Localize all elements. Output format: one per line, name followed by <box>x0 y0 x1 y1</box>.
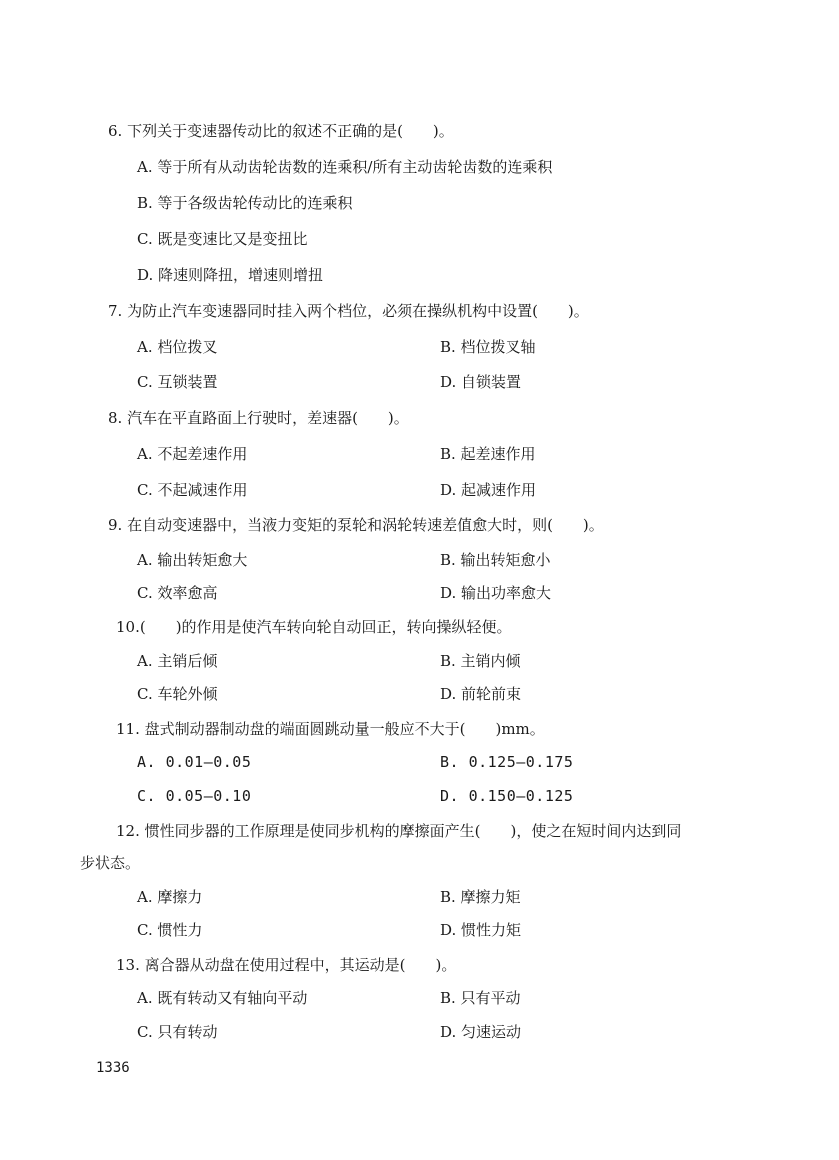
question-6-option-b: B. 等于各级齿轮传动比的连乘积 <box>137 194 353 212</box>
question-9-option-d: D. 输出功率愈大 <box>440 584 552 602</box>
question-13-option-d: D. 匀速运动 <box>440 1023 522 1041</box>
question-12-stem-continued: 步状态。 <box>80 854 141 872</box>
question-13-option-a: A. 既有转动又有轴向平动 <box>137 989 308 1007</box>
question-7-option-c: C. 互锁装置 <box>137 373 218 391</box>
question-9-option-a: A. 输出转矩愈大 <box>137 551 248 569</box>
question-10-option-c: C. 车轮外倾 <box>137 685 218 703</box>
question-10-option-b: B. 主销内倾 <box>440 652 521 670</box>
question-9-option-c: C. 效率愈高 <box>137 584 218 602</box>
question-10-option-a: A. 主销后倾 <box>137 652 218 670</box>
question-12-option-b: B. 摩擦力矩 <box>440 888 521 906</box>
question-6-option-a: A. 等于所有从动齿轮齿数的连乘积/所有主动齿轮齿数的连乘积 <box>137 158 553 176</box>
question-13-option-b: B. 只有平动 <box>440 989 521 1007</box>
question-12-option-d: D. 惯性力矩 <box>440 921 522 939</box>
question-7-option-b: B. 档位拨叉轴 <box>440 338 536 356</box>
question-7-option-d: D. 自锁装置 <box>440 373 522 391</box>
question-8-option-d: D. 起减速作用 <box>440 481 537 499</box>
page-number: 1336 <box>96 1060 130 1076</box>
question-11-option-c: C. 0.05—0.10 <box>137 787 252 805</box>
question-13-stem: 13. 离合器从动盘在使用过程中，其运动是( )。 <box>116 956 457 974</box>
question-8-option-a: A. 不起差速作用 <box>137 445 248 463</box>
question-12-stem: 12. 惯性同步器的工作原理是使同步机构的摩擦面产生( )，使之在短时间内达到同 <box>116 822 682 840</box>
question-9-option-b: B. 输出转矩愈小 <box>440 551 551 569</box>
question-9-stem: 9. 在自动变速器中，当液力变矩的泵轮和涡轮转速差值愈大时，则( )。 <box>108 516 604 534</box>
question-6-stem: 6. 下列关于变速器传动比的叙述不正确的是( )。 <box>108 122 454 140</box>
question-6-option-c: C. 既是变速比又是变扭比 <box>137 230 308 248</box>
question-10-option-d: D. 前轮前束 <box>440 685 522 703</box>
question-7-stem: 7. 为防止汽车变速器同时挂入两个档位，必须在操纵机构中设置( )。 <box>108 302 589 320</box>
question-6-option-d: D. 降速则降扭，增速则增扭 <box>137 266 324 284</box>
question-11-option-a: A. 0.01—0.05 <box>137 753 252 771</box>
question-8-stem: 8. 汽车在平直路面上行驶时，差速器( )。 <box>108 409 409 427</box>
question-11-stem: 11. 盘式制动器制动盘的端面圆跳动量一般应不大于( )mm。 <box>116 720 545 738</box>
question-13-option-c: C. 只有转动 <box>137 1023 218 1041</box>
question-10-stem: 10.( )的作用是使汽车转向轮自动回正，转向操纵轻便。 <box>116 618 512 636</box>
question-8-option-b: B. 起差速作用 <box>440 445 536 463</box>
question-11-option-d: D. 0.150—0.125 <box>440 787 574 805</box>
question-12-option-c: C. 惯性力 <box>137 921 203 939</box>
question-7-option-a: A. 档位拨叉 <box>137 338 218 356</box>
question-8-option-c: C. 不起减速作用 <box>137 481 248 499</box>
question-12-option-a: A. 摩擦力 <box>137 888 203 906</box>
question-11-option-b: B. 0.125—0.175 <box>440 753 574 771</box>
